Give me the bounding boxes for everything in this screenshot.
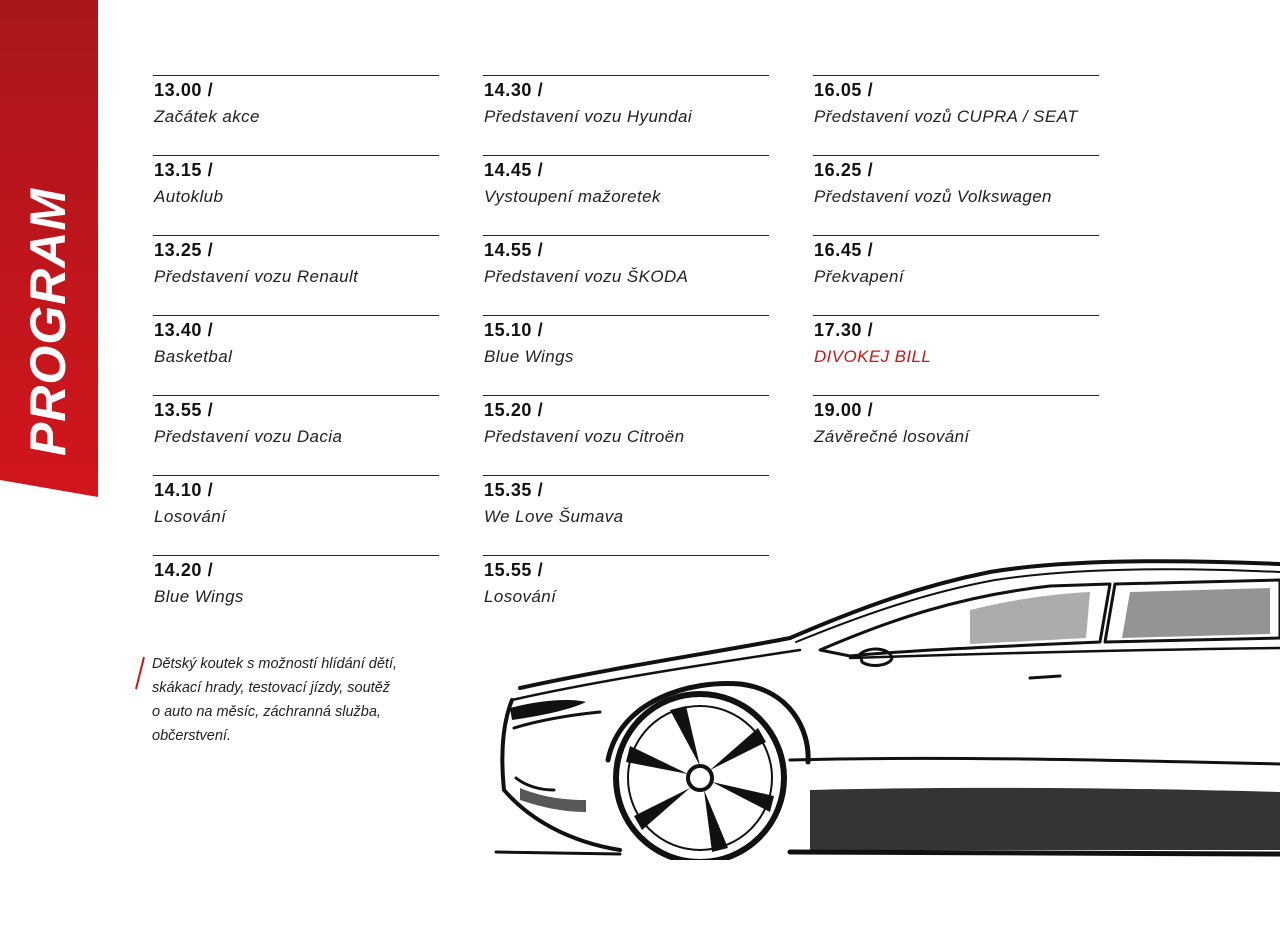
- schedule-entry: [153, 395, 439, 475]
- schedule-entry: [153, 155, 439, 235]
- note-line: skákací hrady, testovací jízdy, soutěž: [152, 680, 391, 696]
- schedule-entry: [483, 315, 769, 395]
- schedule-entry: [483, 235, 769, 315]
- entry-event: Závěrečné losování: [814, 427, 970, 446]
- schedule-entry: [813, 395, 1099, 475]
- entry-event: Losování: [154, 507, 227, 526]
- entry-event: Překvapení: [814, 267, 904, 286]
- entry-event: Začátek akce: [154, 107, 260, 126]
- slash-icon: [134, 656, 146, 690]
- banner-title: PROGRAM: [20, 187, 76, 457]
- schedule-entry: [813, 235, 1099, 315]
- note-line: Dětský koutek s možností hlídání dětí,: [152, 656, 398, 672]
- note-line: o auto na měsíc, záchranná služba,: [152, 704, 381, 720]
- schedule-entry: [483, 75, 769, 155]
- schedule-entry: [813, 75, 1099, 155]
- entry-event: Blue Wings: [484, 347, 574, 366]
- entry-time: 16.25 /: [814, 160, 874, 180]
- schedule-entry: [153, 75, 439, 155]
- entry-event: Představení vozu Hyundai: [484, 107, 693, 126]
- schedule-entry: [153, 235, 439, 315]
- entry-event: Představení vozů CUPRA / SEAT: [814, 107, 1078, 126]
- entry-event: Představení vozu ŠKODA: [484, 267, 689, 286]
- car-sketch-drawing: [490, 550, 1280, 860]
- schedule-column-3: [813, 75, 1099, 475]
- note-line: občerstvení.: [152, 728, 231, 744]
- entry-time: 19.00 /: [814, 400, 874, 420]
- entry-time: 14.45 /: [484, 160, 544, 180]
- entry-event: Představení vozu Dacia: [154, 427, 343, 446]
- entry-time: 15.35 /: [484, 480, 544, 500]
- entry-time: 15.55 /: [484, 560, 544, 580]
- entry-event: Basketbal: [154, 347, 233, 366]
- entry-time: 17.30 /: [814, 320, 874, 340]
- entry-event: Losování: [484, 587, 557, 606]
- entry-event: Blue Wings: [154, 587, 244, 606]
- entry-time: 13.25 /: [154, 240, 214, 260]
- entry-time: 14.20 /: [154, 560, 214, 580]
- schedule-entry: [813, 315, 1099, 395]
- entry-event-highlight: DIVOKEJ BILL: [814, 347, 932, 366]
- entry-time: 13.15 /: [154, 160, 214, 180]
- entry-time: 16.05 /: [814, 80, 874, 100]
- entry-time: 14.10 /: [154, 480, 214, 500]
- entry-event: We Love Šumava: [484, 507, 624, 526]
- schedule-entry: [153, 555, 439, 635]
- entry-event: Vystoupení mažoretek: [484, 187, 661, 206]
- schedule-entry: [153, 315, 439, 395]
- program-banner: [0, 0, 98, 500]
- note-text: [152, 652, 452, 748]
- entry-time: 14.30 /: [484, 80, 544, 100]
- entry-time: 16.45 /: [814, 240, 874, 260]
- entry-time: 14.55 /: [484, 240, 544, 260]
- schedule-entry: [483, 475, 769, 555]
- entry-event: Představení vozu Renault: [154, 267, 359, 286]
- entry-event: Představení vozu Citroën: [484, 427, 685, 446]
- entry-time: 13.55 /: [154, 400, 214, 420]
- entry-event: Představení vozů Volkswagen: [814, 187, 1052, 206]
- schedule-entry: [483, 395, 769, 475]
- entry-time: 15.10 /: [484, 320, 544, 340]
- entry-time: 13.00 /: [154, 80, 214, 100]
- schedule-column-1: [153, 75, 439, 635]
- entry-time: 15.20 /: [484, 400, 544, 420]
- entry-time: 13.40 /: [154, 320, 214, 340]
- schedule-entry: [153, 475, 439, 555]
- entry-event: Autoklub: [154, 187, 224, 206]
- schedule-entry: [483, 155, 769, 235]
- car-sketch-icon: [490, 550, 1280, 860]
- schedule-entry: [813, 155, 1099, 235]
